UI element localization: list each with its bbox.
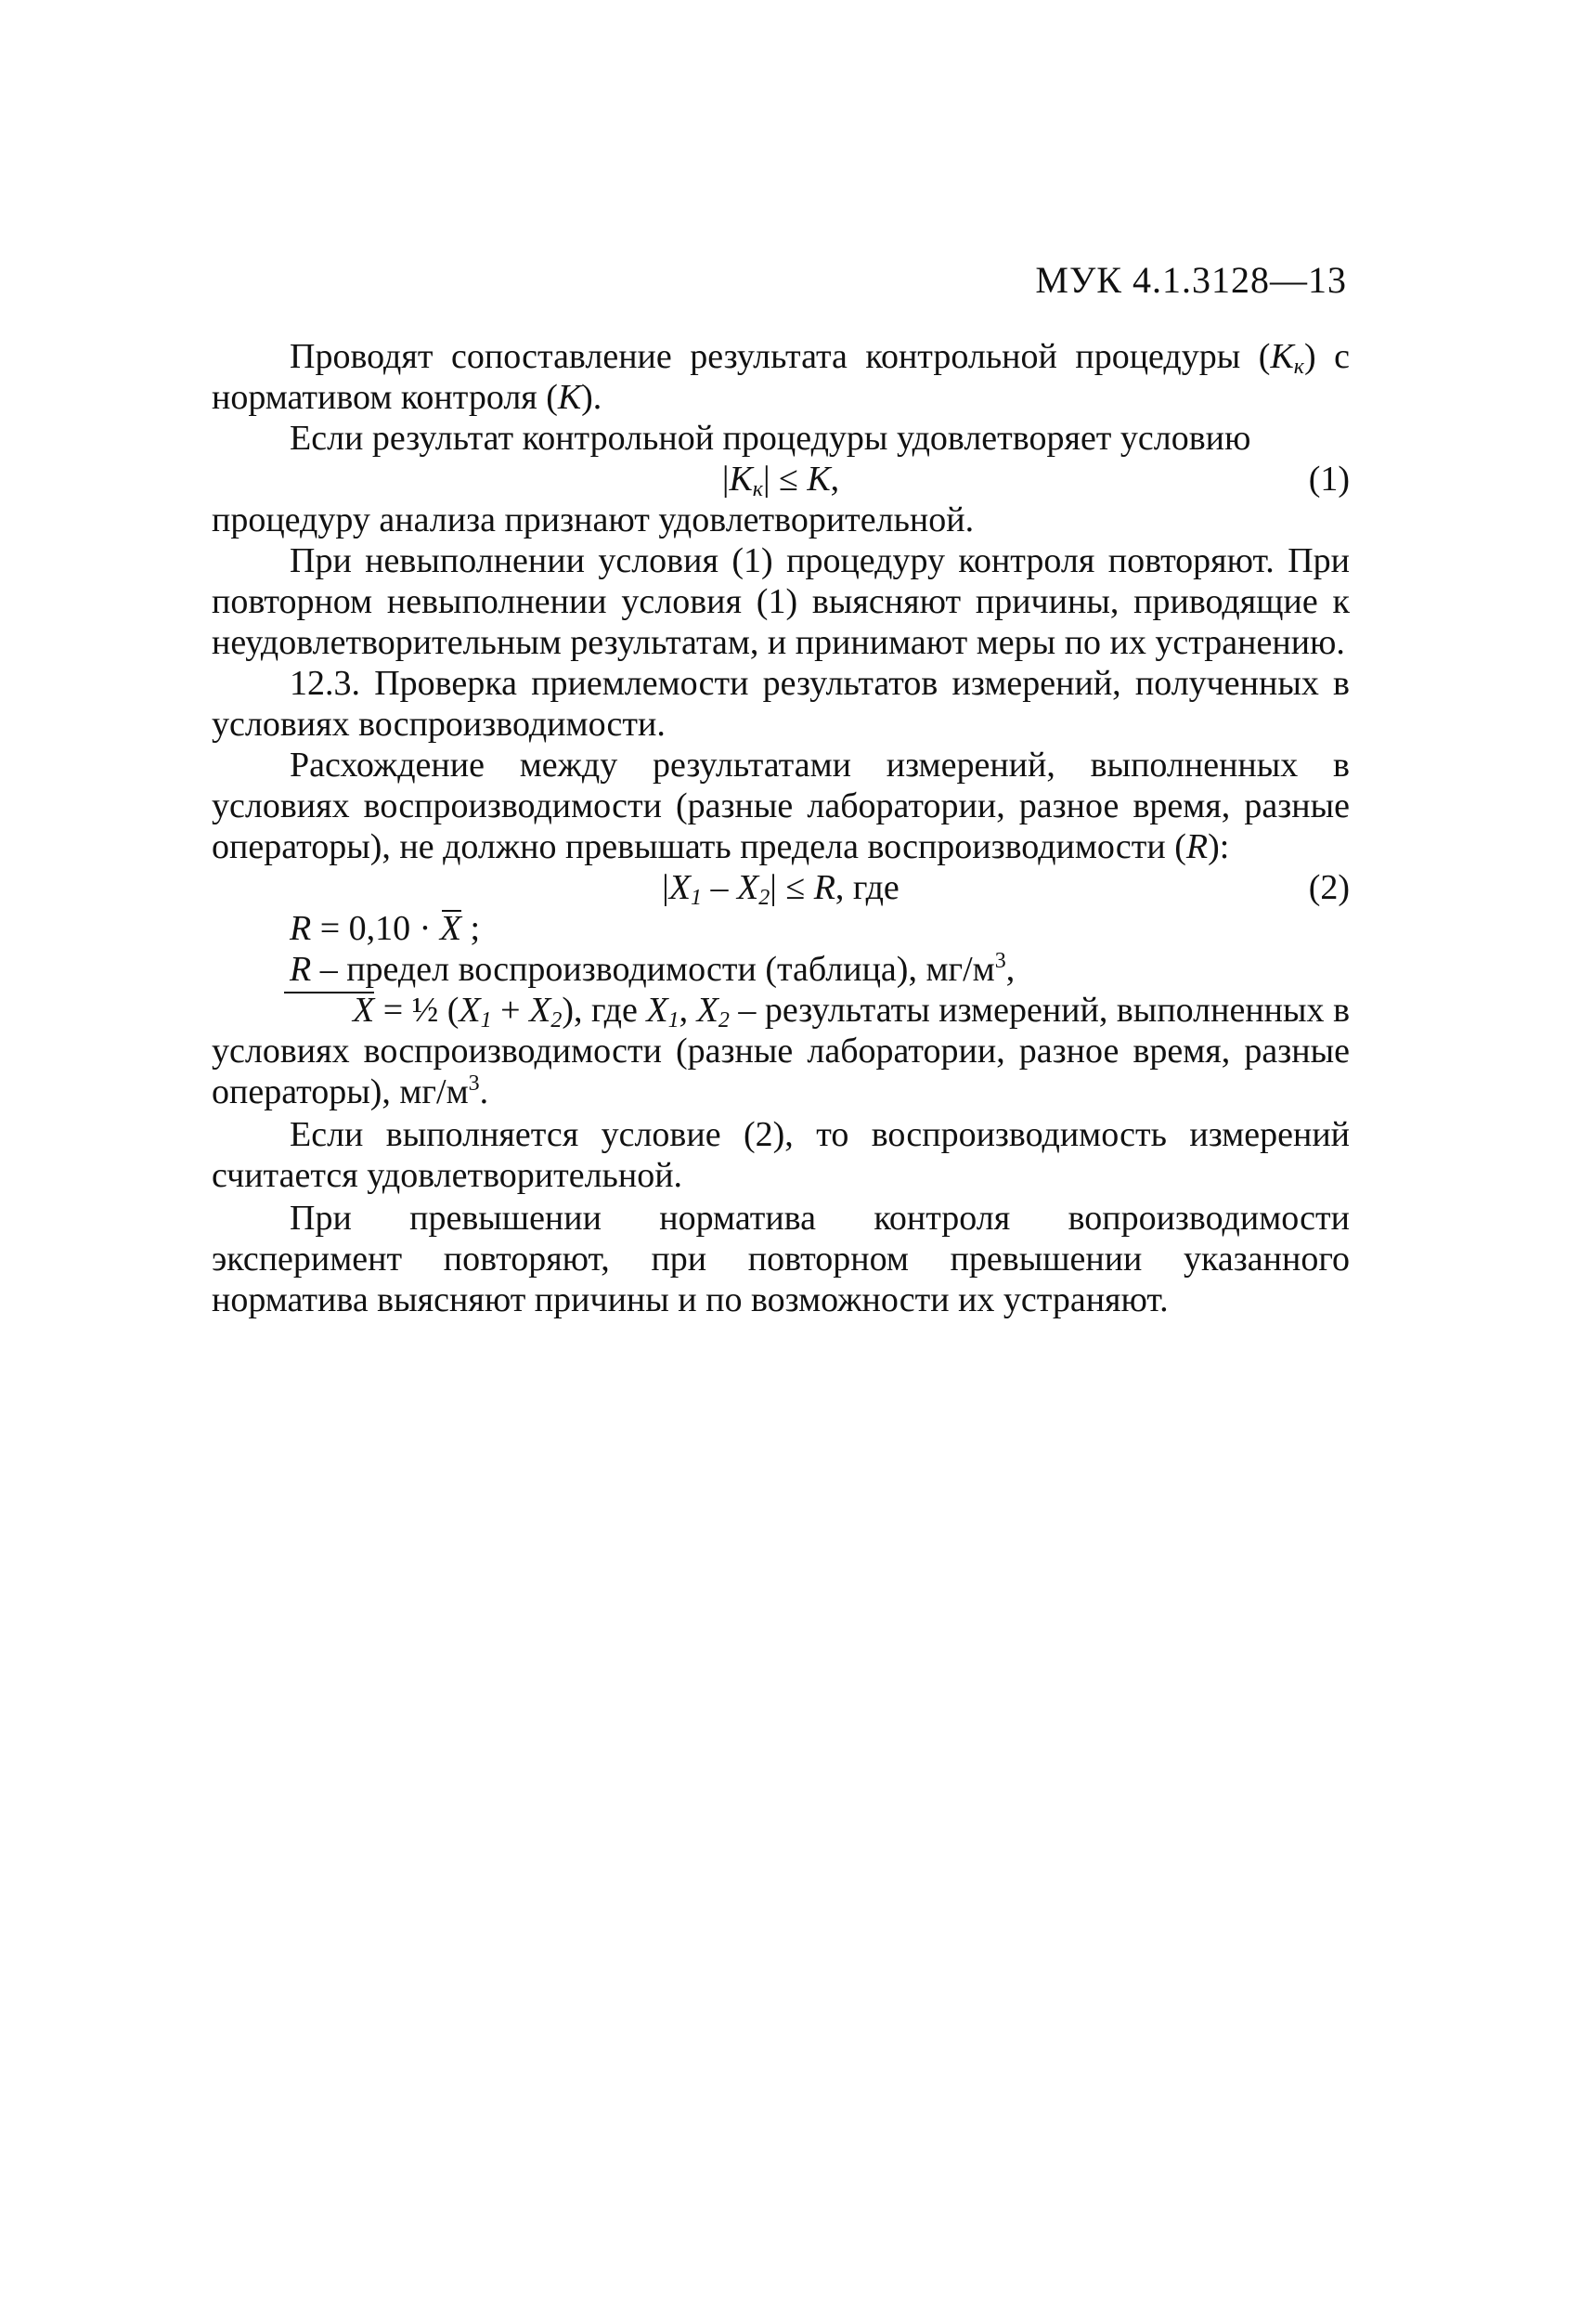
formula-1 [212,459,1350,500]
paragraph-norm-exceeded: При превышении норматива контроля вопроизводимости эксперимент повторяют, при повторном превышении указанного норматива выясняют причины и по возможности их устраняют. [212,1199,1350,1319]
document-code-header: МУК 4.1.3128—13 [1035,259,1347,301]
paragraph-comparison: Проводят сопоставление результата контрольной процедуры $(К_к)$ с нормативом контроля (К). [212,337,1350,417]
formula-r-definition: R = 0,10 · X ; [290,909,481,948]
formula-1-expression: $|К_к| \le К$, [721,460,840,501]
legend-r: R – предел воспроизводимости (таблица), $мг/м^3$, [290,949,1016,989]
x-mean-symbol: X [282,990,374,1031]
document-body [212,336,1350,1320]
paragraph-condition-intro: Если результат контрольной процедуры удовлетворяет условию [290,419,1251,458]
formula-1-number: (1) [1308,460,1350,499]
paragraph-repeat-control: При невыполнении условия (1) процедуру контроля повторяют. При повторном невыполнении условия (1) выясняют причины, приводящие к неудовлетворительным результатам, и принимают меры по их устранению. [212,541,1350,662]
formula-2-number: (2) [1308,868,1350,907]
formula-2-expression: $|X_1 - X_2| \le R$, где [662,868,900,910]
paragraph-reproducibility-limit: Расхождение между результатами измерений, выполненных в условиях воспроизводимости (разные лаборатории, разное время, разные операторы), не должно превышать предела воспроизводимости (R): [212,746,1350,866]
legend-x-mean: X = ½ $(X_1 + X_2)$, где $X_1$, $X_2$ – результаты измерений, выполненных в условиях воспроизводимости (разные лаборатории, разное время, разные операторы), $мг/м^3$. [212,991,1351,1111]
paragraph-result-accepted: процедуру анализа признают удовлетворительной. [212,500,975,539]
paragraph-condition-met: Если выполняется условие (2), то воспроизводимость измерений считается удовлетворительной. [212,1115,1350,1195]
symbol-k: $К_к$ [1270,337,1304,379]
section-heading-12-3: 12.3. Проверка приемлемости результатов измерений, полученных в условиях воспроизводимости. [212,664,1350,744]
symbol-k-norm: К [557,378,582,417]
formula-2 [212,867,1350,908]
x-mean-symbol: X [439,909,462,948]
